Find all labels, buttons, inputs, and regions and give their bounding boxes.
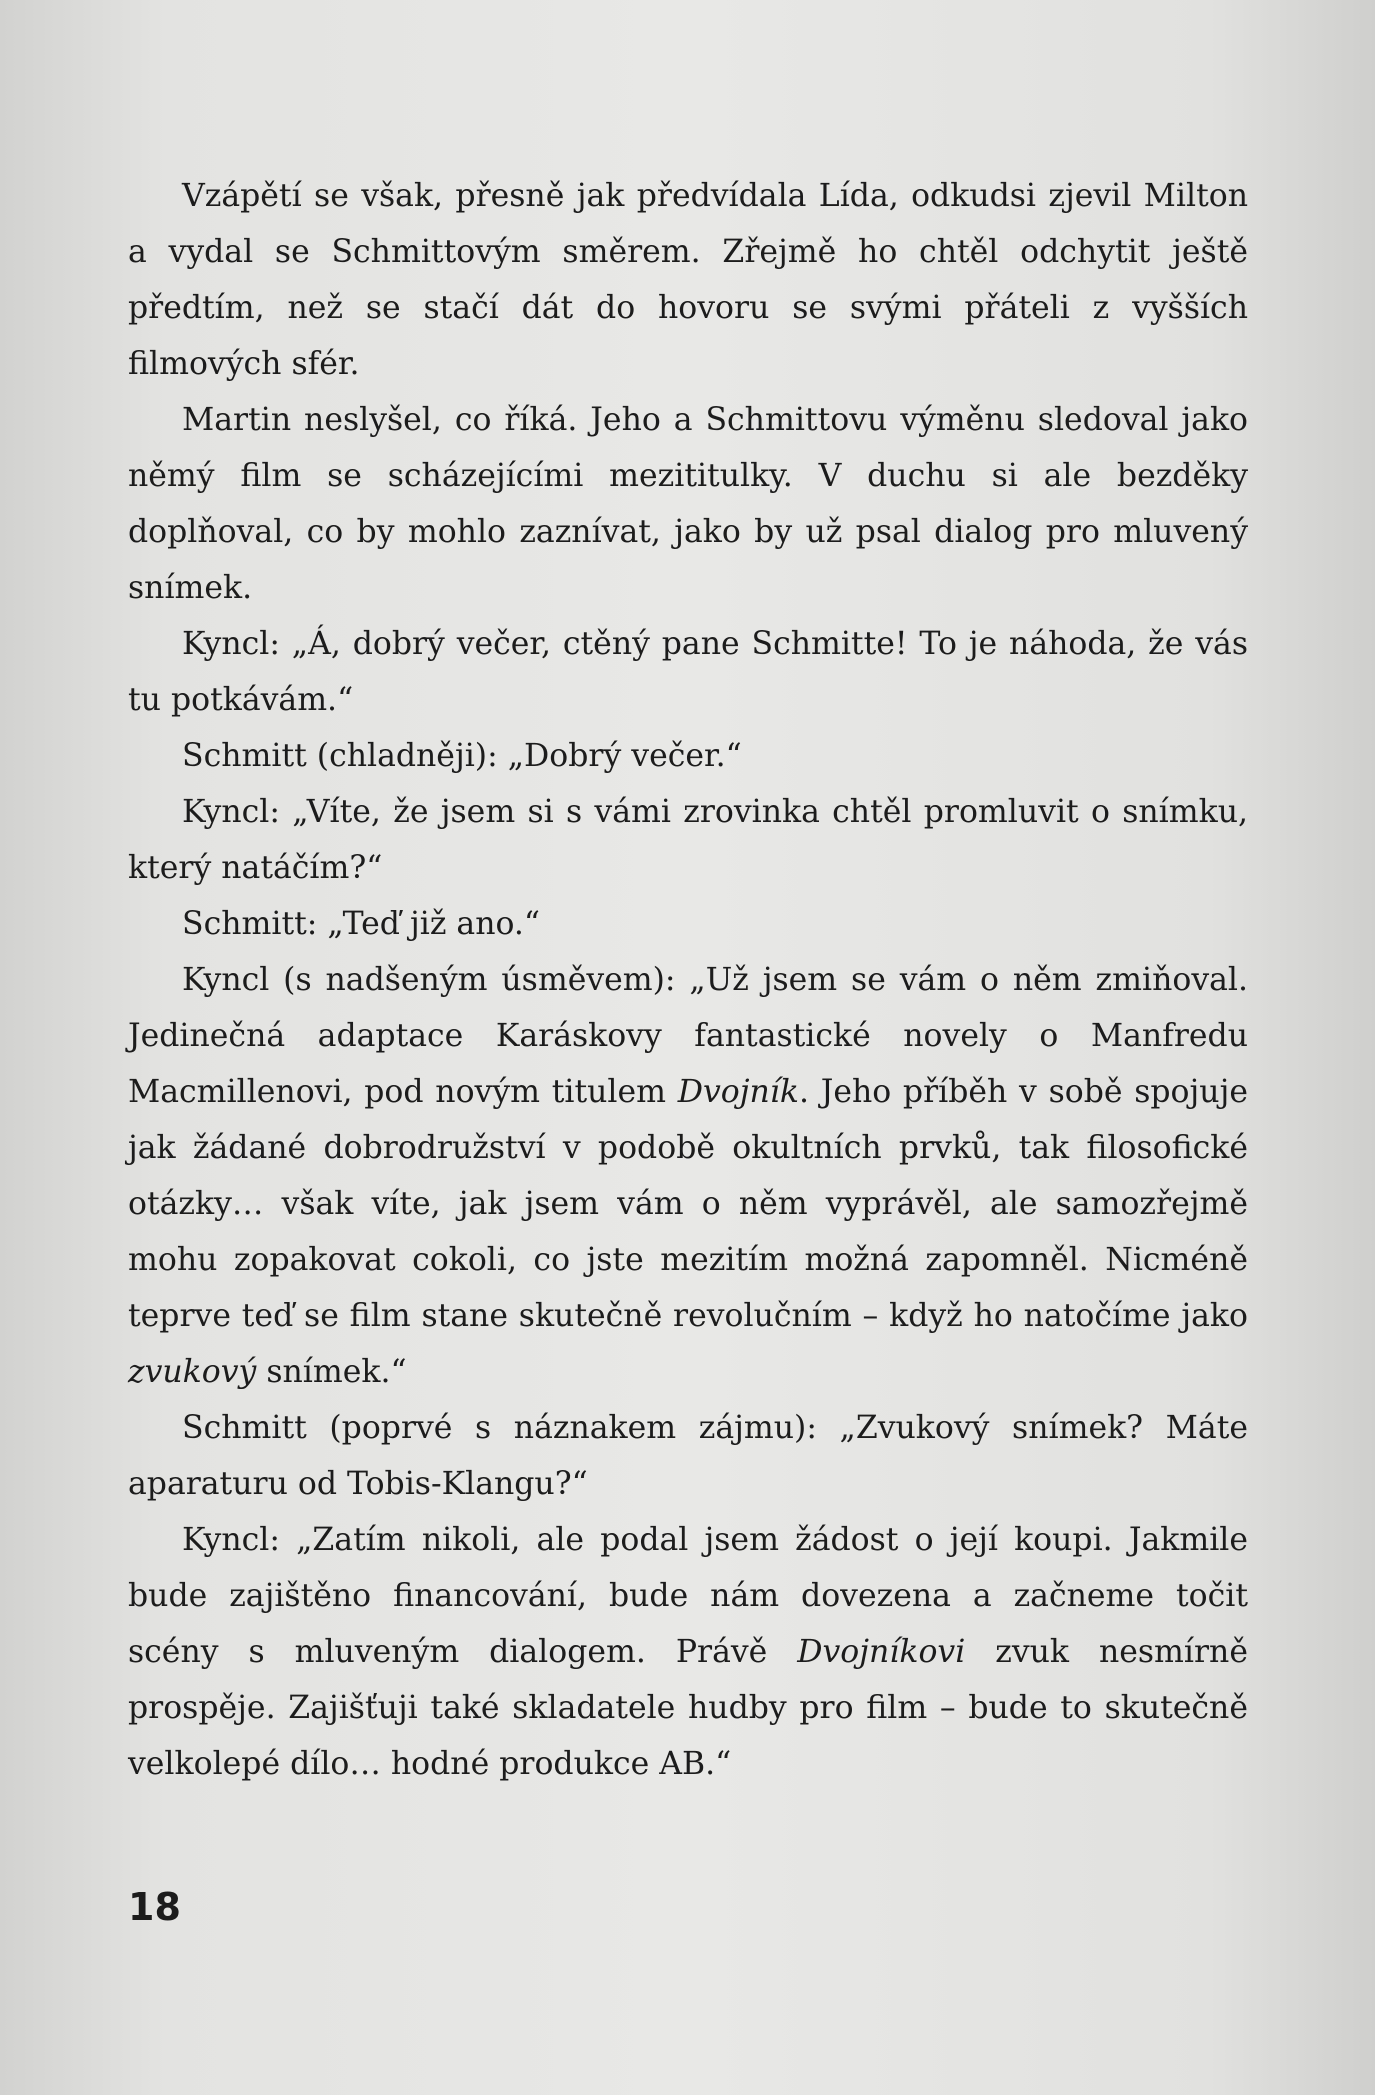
italic-emphasis: zvukový <box>128 1354 257 1390</box>
paragraph: Kyncl (s nadšeným úsměvem): „Už jsem se vám o něm zmiňoval. Jedinečná adaptace Karáskovy fantastické novely o Manfredu Macmillenovi, pod novým titulem Dvojník. Jeho příběh v sobě spojuje jak žádané dobrodružství v podobě okultních prvků, tak filosofické otázky… však víte, jak jsem vám o něm vyprávěl, ale samozřejmě mohu zopakovat cokoli, co jste mezitím možná zapomněl. Nicméně teprve teď se film stane skutečně revolučním – když ho natočíme jako zvukový snímek.“ <box>128 962 1248 1390</box>
italic-title: Dvojník <box>677 1074 799 1110</box>
paragraph: Martin neslyšel, co říká. Jeho a Schmittovu výměnu sledoval jako němý film se scházejícími mezititulky. V duchu si ale bezděky doplňoval, co by mohlo zaznívat, jako by už psal dialog pro mluvený snímek. <box>128 402 1248 606</box>
page-number: 18 <box>128 1885 181 1929</box>
paragraph: Schmitt (poprvé s náznakem zájmu): „Zvukový snímek? Máte aparaturu od Tobis-Klangu?“ <box>128 1410 1248 1502</box>
paragraph: Vzápětí se však, přesně jak předvídala Lída, odkudsi zjevil Milton a vydal se Schmittovým směrem. Zřejmě ho chtěl odchytit ještě předtím, než se stačí dát do hovoru se svými přáteli z vyšších filmových sfér. <box>128 178 1248 382</box>
paragraph: Kyncl: „Zatím nikoli, ale podal jsem žádost o její koupi. Jakmile bude zajištěno financování, bude nám dovezena a začneme točit scény s mluveným dialogem. Právě Dvojníkovi zvuk nesmírně prospěje. Zajišťuji také skladatele hudby pro film – bude to skutečně velkolepé dílo… hodné produkce AB.“ <box>128 1522 1248 1782</box>
paragraph: Kyncl: „Víte, že jsem si s vámi zrovinka chtěl promluvit o snímku, který natáčím?“ <box>128 794 1248 886</box>
body-text <box>128 168 1248 1792</box>
paragraph: Schmitt: „Teď již ano.“ <box>182 906 541 942</box>
italic-title: Dvojníkovi <box>797 1634 966 1670</box>
paragraph: Kyncl: „Á, dobrý večer, ctěný pane Schmitte! To je náhoda, že vás tu potkávám.“ <box>128 626 1248 718</box>
paragraph: Schmitt (chladněji): „Dobrý večer.“ <box>182 738 742 774</box>
